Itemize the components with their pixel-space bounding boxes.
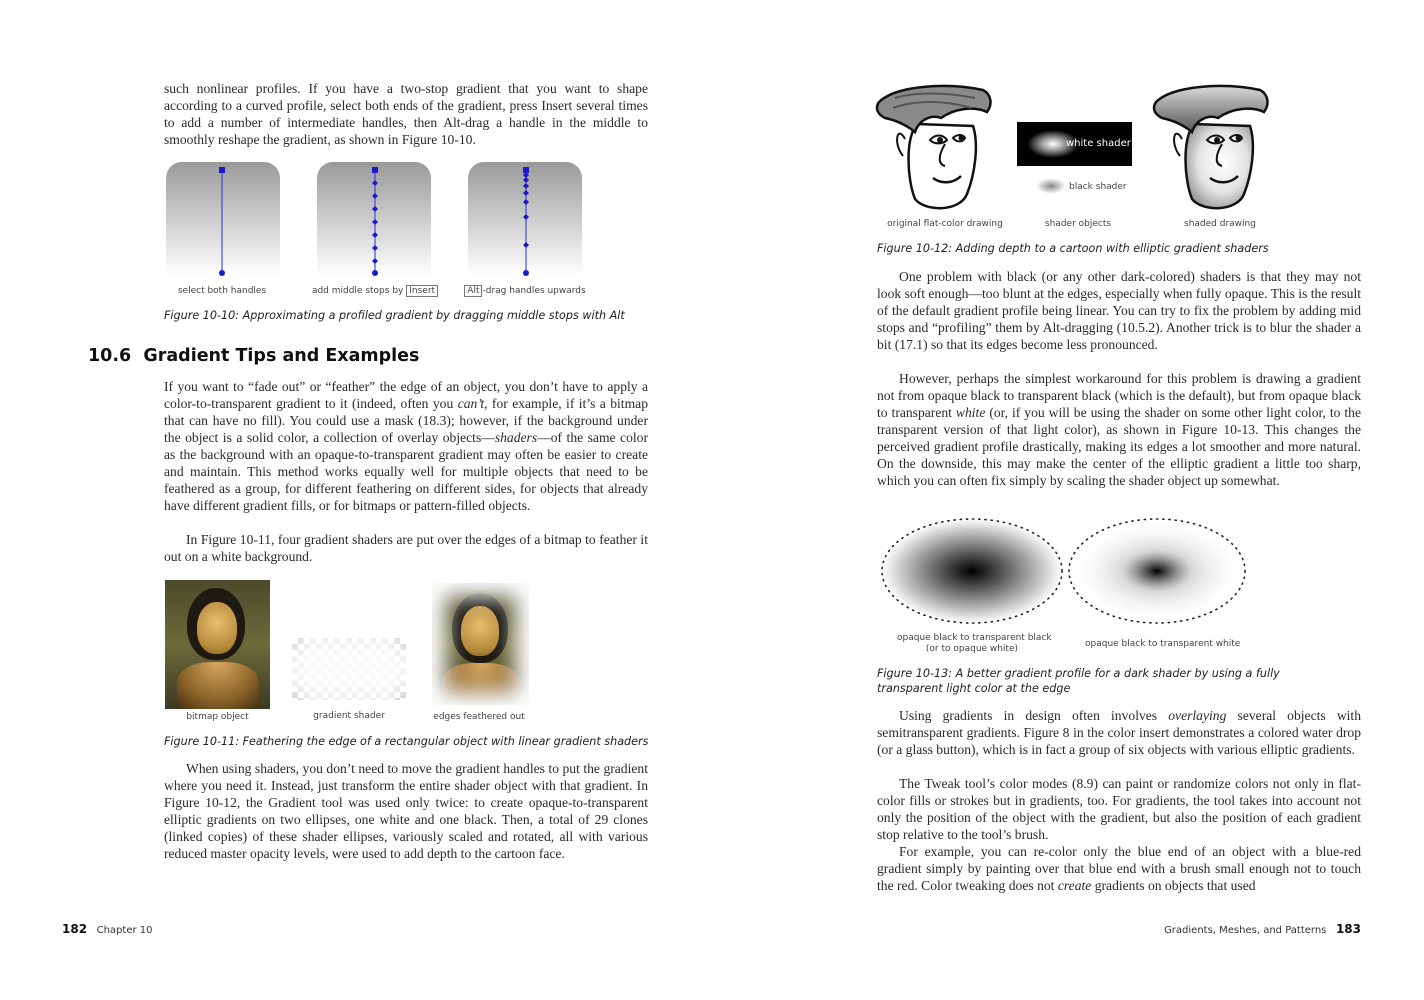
fig-10-11-caption: Figure 10-11: Feathering the edge of a rectangular object with linear gradient shaders: [164, 735, 649, 748]
gradient-end-handle: [219, 167, 225, 173]
section-heading: 10.6 Gradient Tips and Examples: [88, 346, 420, 366]
para1-part-c: —of the same color as the background with an opaque-to-transparent gradient may often be easier to create and maintain. This method works equally well for multiple objects that need to be feathered as a group, for different feathering on different sides, for objects that already have different gradient fills, or for bitmaps or pattern-filled objects.: [164, 430, 648, 513]
white-shader-label: white shader: [1066, 138, 1131, 149]
para1-emphasis-2: shaders: [494, 430, 538, 445]
fig-10-10-label-1: select both handles: [177, 286, 267, 296]
intro-paragraph: such nonlinear profiles. If you have a two-stop gradient that you want to shape according to a curved profile, select both ends of the gradient, press Insert several times to add a number of intermediate handles, then Alt-drag a handle in the middle to smoothly reshape the gradient, as shown in Figure 10-10.: [164, 81, 648, 147]
section-paragraph-2: In Figure 10-11, four gradient shaders are put over the edges of a bitmap to feather it out on a white background.: [164, 532, 648, 564]
right-para5-part-a: For example, you can re-color only the blue end of an object with a blue-red gradient simply by painting over that blue end with a brush small enough not to touch the red. Color tweaking does not: [877, 844, 1361, 893]
fig-10-11-label-1: bitmap object: [186, 712, 249, 722]
fig-10-12-caption: Figure 10-12: Adding depth to a cartoon with elliptic gradient shaders: [877, 242, 1269, 255]
fig-10-13-label-1: [897, 633, 1052, 655]
right-paragraph-5: [877, 843, 1361, 894]
fig-10-11-label-2: gradient shader: [313, 711, 385, 721]
fig-10-10-label-2: [300, 286, 450, 296]
fig-10-13-caption-line-1: Figure 10-13: A better gradient profile for a dark shader by using a fully: [877, 667, 1280, 680]
white-shader-box: [1017, 122, 1132, 166]
feathered-bitmap: [432, 583, 529, 705]
black-shader-label: black shader: [1069, 182, 1127, 192]
cartoon-face-shaded: [1152, 84, 1284, 214]
insert-key: Insert: [406, 285, 438, 297]
right-paragraph-4: The Tweak tool’s color modes (8.9) can paint or randomize colors not only in flat-color fills or strokes but in gradients, too. For gradients, the tool takes into account not only the position of the object with the gradient, but also the position of each gradient stop relative to the tool’s brush.: [877, 776, 1361, 842]
fig-10-12-label-3: shaded drawing: [1184, 219, 1256, 229]
ellipse-black-to-white: [1069, 519, 1245, 623]
right-para2-part-b: (or, if you will be using the shader on some other light color, to the transparent version of that light color), as shown in Figure 10-13. This changes the perceived gradient profile drastically, making its edges a lot smoother and more natural. On the downside, this may make the center of the elliptic gradient a little too sharp, which you can often fix simply by scaling the shader object up somewhat.: [877, 405, 1361, 488]
fig-10-13-label-1-line-1: opaque black to transparent black: [897, 633, 1052, 643]
right-para5-emphasis: create: [1057, 878, 1092, 893]
alt-key: Alt: [464, 285, 482, 297]
fig-10-12-label-1: original flat-color drawing: [887, 219, 1003, 229]
fig-10-11-label-3: edges feathered out: [433, 712, 525, 722]
fig-10-10-caption: Figure 10-10: Approximating a profiled gradient by dragging middle stops with Alt: [164, 309, 625, 322]
fig-10-13-ellipses: [875, 515, 1255, 630]
gradient-start-handle: [219, 270, 225, 276]
right-footer: [1164, 922, 1361, 936]
chapter-label: Chapter 10: [96, 925, 153, 936]
section-paragraph-1: [164, 378, 648, 514]
gradient-handles-overlay: [0, 0, 700, 290]
right-para3-part-a: Using gradients in design often involves: [899, 708, 1169, 723]
right-para5-part-b: gradients on objects that used: [1091, 878, 1256, 893]
fig-10-13-label-2: opaque black to transparent white: [1085, 639, 1241, 649]
running-title: Gradients, Meshes, and Patterns: [1164, 925, 1327, 936]
para1-emphasis-1: can’t: [457, 396, 485, 411]
fig-10-10-label-2-text: add middle stops by: [311, 286, 404, 296]
right-para2-emphasis: white: [955, 405, 986, 420]
fig-10-13-caption-line-2: transparent light color at the edge: [877, 682, 1071, 695]
fig-10-13-label-1-line-2: (or to opaque white): [925, 644, 1019, 654]
fig-10-10-label-3: [450, 286, 600, 296]
fig-10-13-caption: [877, 666, 1357, 696]
bitmap-object: [165, 580, 270, 709]
right-para3-part-b: several objects with semitransparent gradients. Figure 8 in the color insert demonstrates a colored water drop (or a glass button), which is in fact a group of six objects with various elliptic gradients.: [877, 708, 1361, 757]
cartoon-face-original: [875, 84, 1007, 214]
black-shader-blob: [1036, 178, 1066, 194]
right-para2-part-a: However, perhaps the simplest workaround for this problem is drawing a gradient not from opaque black to transparent black (which is the default), but from opaque black to transparent: [877, 371, 1361, 420]
right-para3-emphasis: overlaying: [1168, 708, 1227, 723]
para1-part-b: , for example, if it’s a bitmap that can have no fill). You could use a mask (18.3); however, if the background under the object is a solid color, a collection of overlay objects—: [164, 396, 648, 445]
page-number-183: 183: [1335, 922, 1361, 936]
right-paragraph-1: One problem with black (or any other dark-colored) shaders is that they may not look soft enough—too blunt at the edges, especially when fully opaque. This is the result of the default gradient profile being linear. You can try to fix the problem by adding mid stops and “profiling” them by Alt-dragging (10.5.2). Another trick is to blur the shader a bit (17.1) so that its edges become less pronounced.: [877, 269, 1361, 352]
left-footer: [62, 922, 153, 936]
fig-10-10-label-3-text: -drag handles upwards: [482, 286, 586, 296]
gradient-shader-checker: [292, 638, 406, 700]
section-paragraph-3: When using shaders, you don’t need to move the gradient handles to put the gradient where you need it. Instead, just transform the entire shader object with that gradient. In Figure 10-12, the Gradient tool was used only twice: to create opaque-to-transparent elliptic gradients on two ellipses, one white and one black. Then, a total of 29 clones (linked copies) of these shader ellipses, variously scaled and rotated, all with various reduced master opacity levels, were used to add depth to the cartoon face.: [164, 761, 648, 861]
ellipse-black-to-black: [882, 519, 1062, 623]
fig-10-12-label-2: shader objects: [1044, 219, 1112, 229]
right-paragraph-2: [877, 370, 1361, 489]
para1-part-a: If you want to “fade out” or “feather” the edge of an object, you don’t have to apply a color-to-transparent gradient to it (indeed, often you: [164, 379, 648, 411]
right-paragraph-3: [877, 707, 1361, 758]
page-number-182: 182: [62, 922, 88, 936]
